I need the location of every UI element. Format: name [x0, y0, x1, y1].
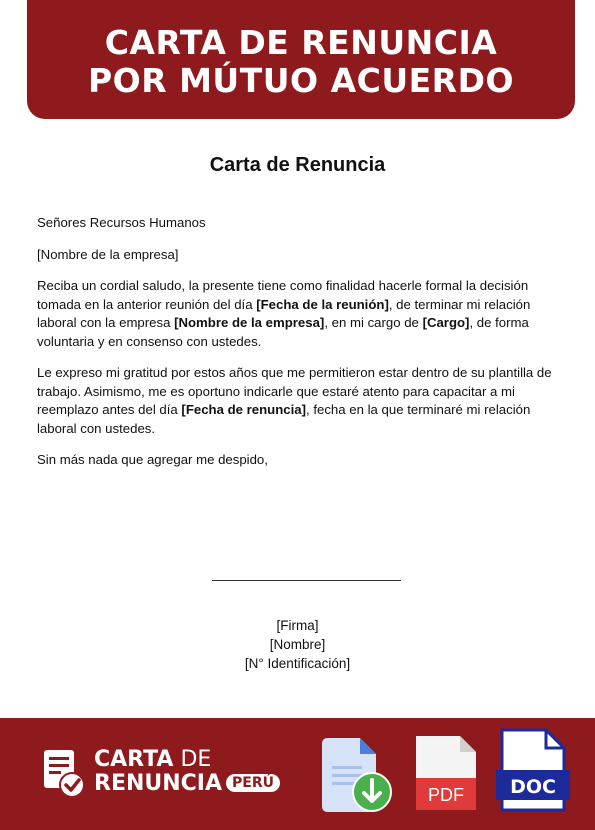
resignation-date-field: [Fecha de renuncia] — [181, 402, 307, 418]
banner-title-line1: CARTA DE RENUNCIA — [104, 23, 498, 62]
paragraph-1: Reciba un cordial saludo, la presente tiene como finalidad hacerle formal la decisión tomada en la anterior reunión del día [Fecha de la reunión], de terminar mi relación laboral con la empresa [Nombre de la empresa], en mi cargo de [Cargo], de forma voluntaria y en consenso con ustedes. — [37, 278, 531, 349]
brand-line2: RENUNCIA PERÚ — [94, 772, 280, 796]
signature-line — [212, 580, 401, 581]
signature-firma: [Firma] — [276, 618, 319, 633]
google-docs-download-icon[interactable] — [318, 736, 394, 814]
peru-badge: PERÚ — [226, 774, 280, 792]
paragraph-2: Le expreso mi gratitud por estos años que me permitieron estar dentro de su plantilla de trabajo. Asimismo, me es oportuno indicarle que estaré atento para capacitar a mi reemplazo antes del día [Fecha de renuncia], fecha en la que terminaré mi relación laboral con ustedes. — [37, 365, 552, 436]
position-field: [Cargo] — [422, 315, 470, 331]
document-title: Carta de Renuncia — [209, 154, 386, 176]
company-name-field: [Nombre de la empresa] — [174, 315, 325, 331]
banner-title-line2: POR MÚTUO ACUERDO — [87, 61, 515, 100]
closing-line: Sin más nada que agregar me despido, — [37, 452, 268, 467]
meeting-date-field: [Fecha de la reunión] — [256, 296, 389, 312]
document-check-icon — [42, 748, 88, 800]
signature-id: [N° Identificación] — [244, 656, 351, 671]
pdf-file-icon[interactable] — [414, 734, 478, 812]
company-placeholder: [Nombre de la empresa] — [37, 247, 179, 262]
brand-line1: CARTA DE — [94, 747, 212, 772]
doc-label: DOC — [510, 776, 556, 798]
pdf-label: PDF — [428, 785, 464, 805]
greeting: Señores Recursos Humanos — [37, 215, 206, 230]
signature-nombre: [Nombre] — [269, 637, 326, 652]
header-banner — [27, 0, 575, 119]
doc-file-icon[interactable] — [494, 728, 570, 814]
